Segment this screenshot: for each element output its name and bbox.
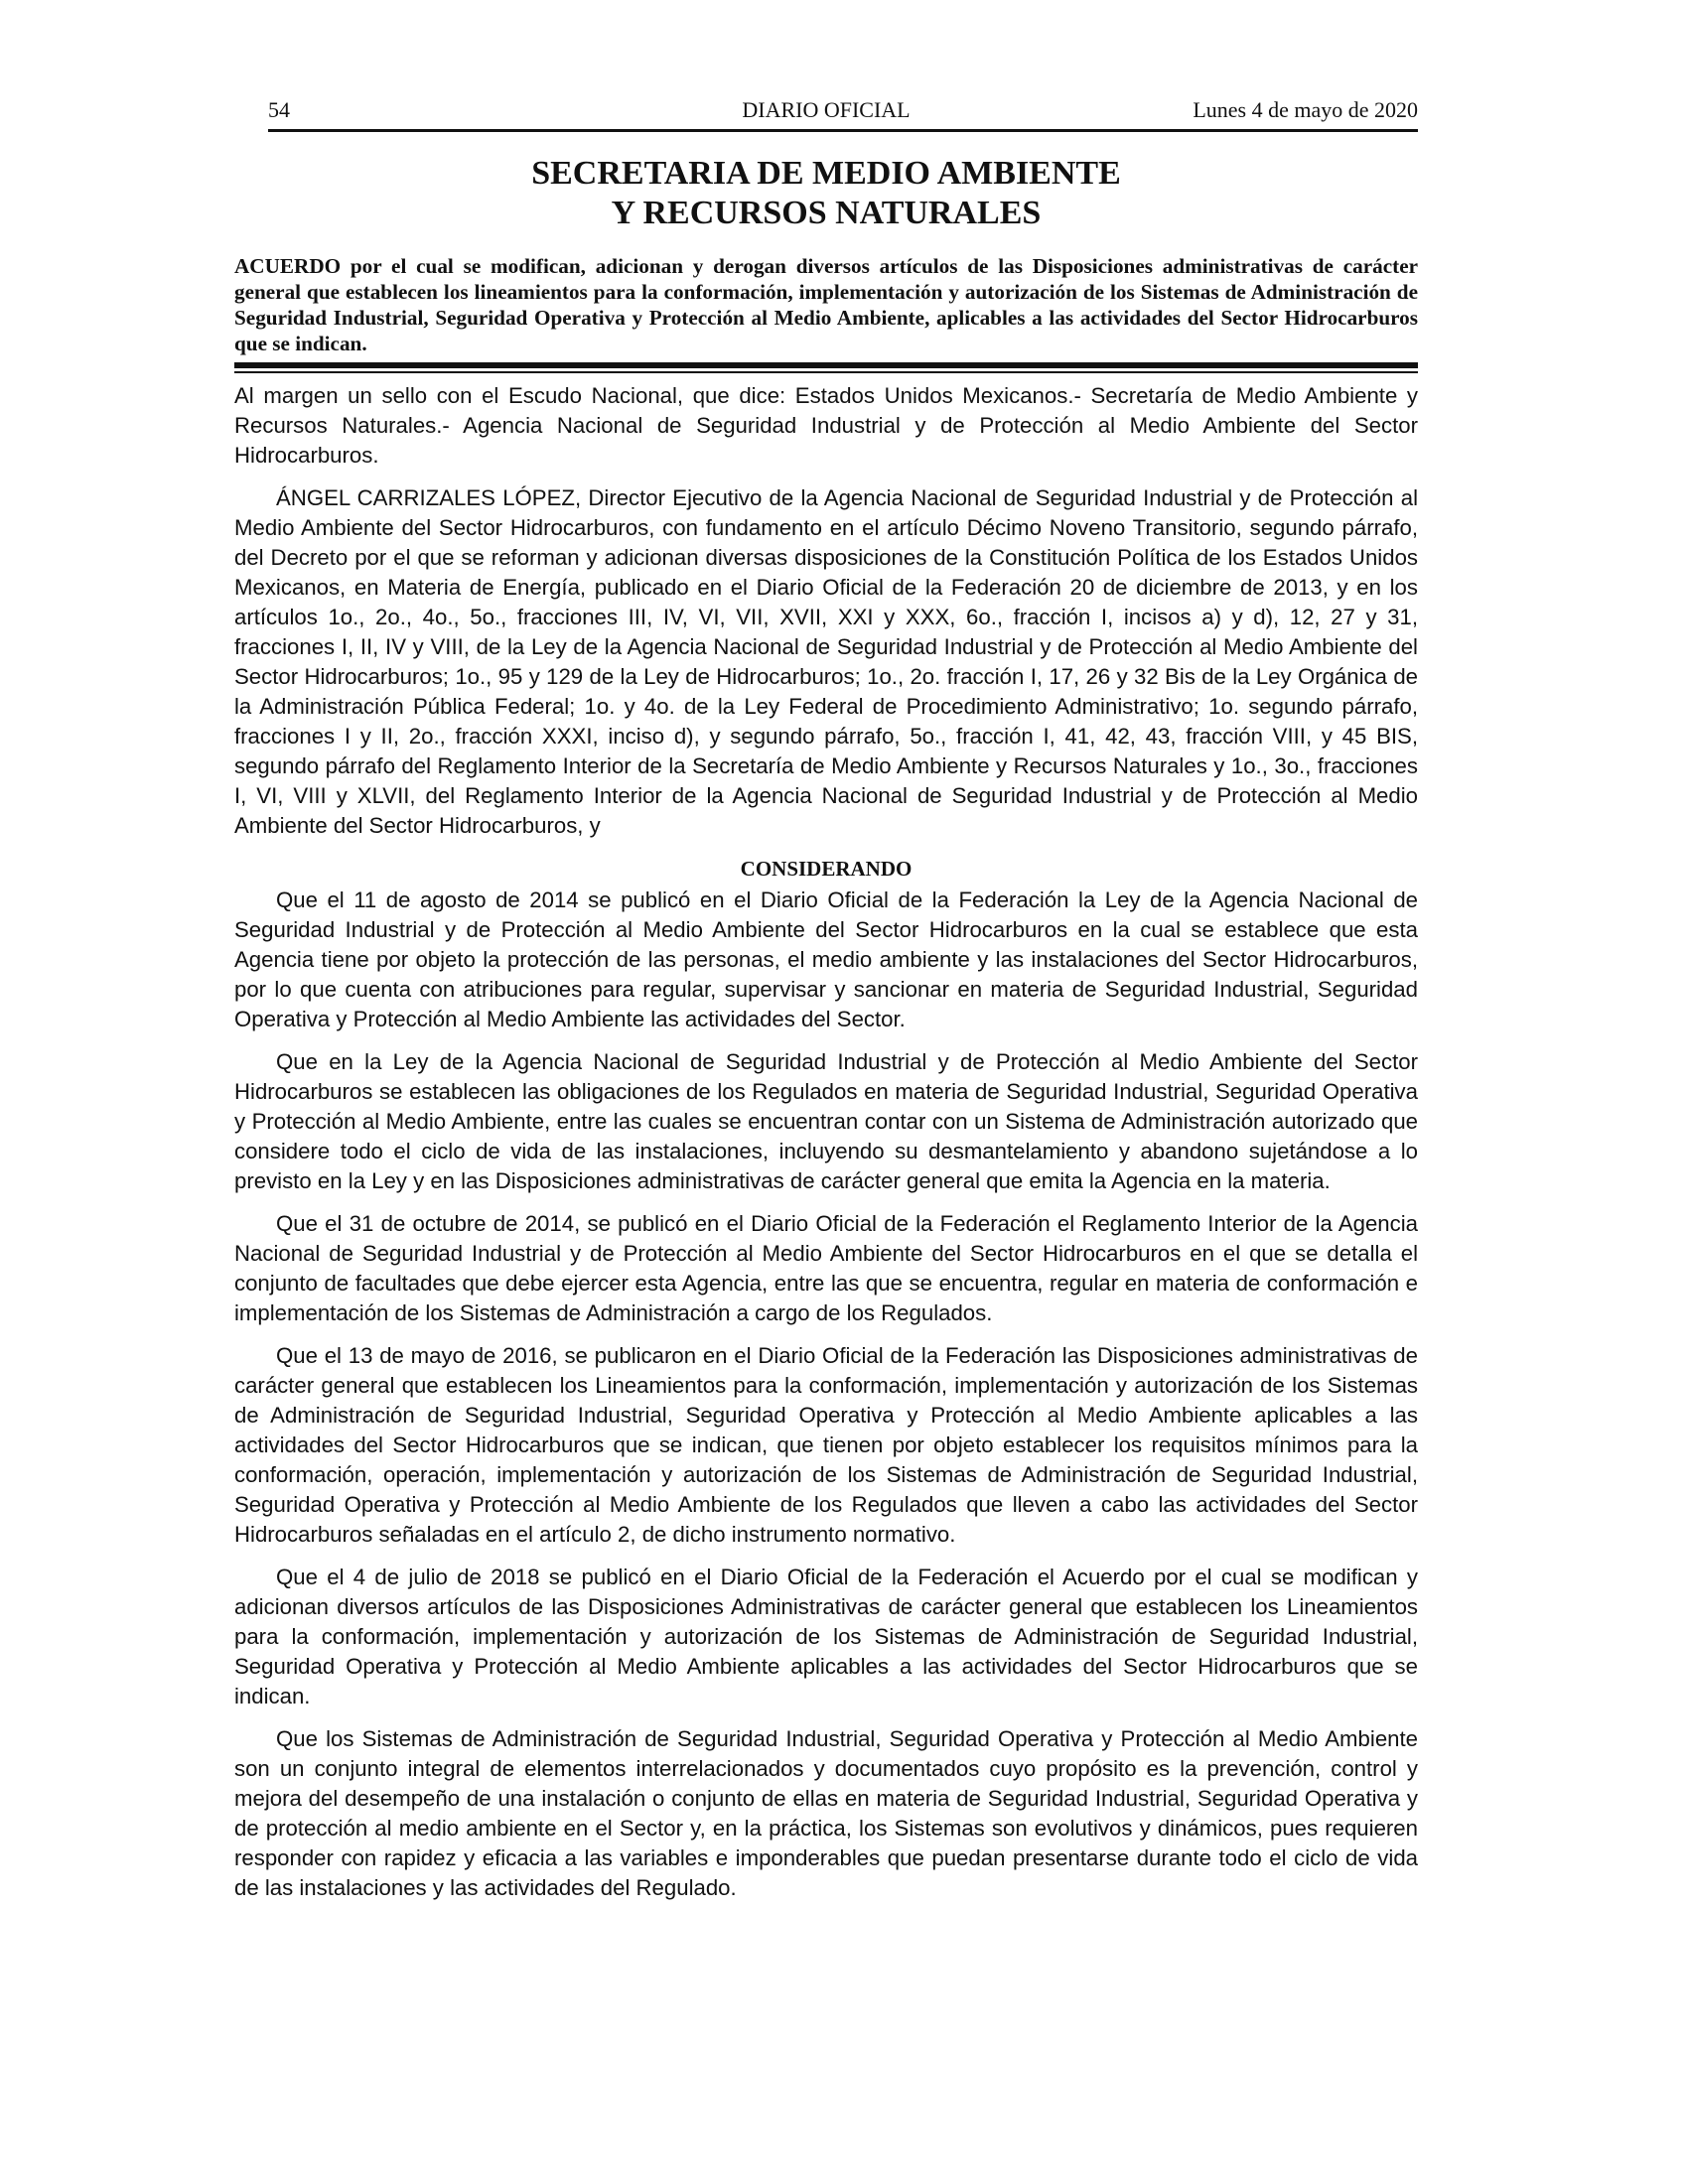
header-rule xyxy=(268,129,1418,132)
considerando-paragraph-3: Que el 31 de octubre de 2014, se publicó en el Diario Oficial de la Federación el Reglamento Interior de la Agencia Nacional de Seguridad Industrial y de Protección al Medio Ambiente del Sector Hidrocarburos en el que se detalla el conjunto de facultades que debe ejercer esta Agencia, entre las que se encuentra, regular en materia de conformación e implementación de los Sistemas de Administración a cargo de los Regulados. xyxy=(234,1211,1418,1325)
seal-note: Al margen un sello con el Escudo Nacional, que dice: Estados Unidos Mexicanos.- Secretaría de Medio Ambiente y Recursos Naturales.- Agencia Nacional de Seguridad Industrial y de Protección al Medio Ambiente del Sector Hidrocarburos. xyxy=(234,383,1418,468)
considerando-paragraph-2: Que en la Ley de la Agencia Nacional de Seguridad Industrial y de Protección al Medio Ambiente del Sector Hidrocarburos se establecen las obligaciones de los Regulados en materia de Seguridad Industrial, Seguridad Operativa y Protección al Medio Ambiente, entre las cuales se encuentran contar con un Sistema de Administración autorizado que considere todo el ciclo de vida de las instalaciones, incluyendo su desmantelamiento y abandono sujetándose a lo previsto en la Ley y en las Disposiciones administrativas de carácter general que emita la Agencia en la materia. xyxy=(234,1049,1418,1193)
considerando-paragraph-5: Que el 4 de julio de 2018 se publicó en el Diario Oficial de la Federación el Acuerdo por el cual se modifican y adicionan diversos artículos de las Disposiciones Administrativas de carácter general que establecen los Lineamientos para la conformación, implementación y autorización de los Sistemas de Administración de Seguridad Industrial, Seguridad Operativa y Protección al Medio Ambiente aplicables a las actividades del Sector Hidrocarburos que se indican. xyxy=(234,1565,1418,1708)
ministry-title-line-1: SECRETARIA DE MEDIO AMBIENTE xyxy=(531,155,1121,192)
preamble: ÁNGEL CARRIZALES LÓPEZ, Director Ejecutivo de la Agencia Nacional de Seguridad Industrial y de Protección al Medio Ambiente del Sector Hidrocarburos, con fundamento en el artículo Décimo Noveno Transitorio, segundo párrafo, del Decreto por el que se reforman y adicionan diversas disposiciones de la Constitución Política de los Estados Unidos Mexicanos, en Materia de Energía, publicado en el Diario Oficial de la Federación 20 de diciembre de 2013, y en los artículos 1o., 2o., 4o., 5o., fracciones III, IV, VI, VII, XVII, XXI y XXX, 6o., fracción I, incisos a) y d), 12, 27 y 31, fracciones I, II, IV y VIII, de la Ley de la Agencia Nacional de Seguridad Industrial y de Protección al Medio Ambiente del Sector Hidrocarburos; 1o., 95 y 129 de la Ley de Hidrocarburos; 1o., 2o. fracción I, 17, 26 y 32 Bis de la Ley Orgánica de la Administración Pública Federal; 1o. y 4o. de la Ley Federal de Procedimiento Administrativo; 1o. segundo párrafo, fracciones I y II, 2o., fracción XXXI, inciso d), y segundo párrafo, 5o., fracción I, 41, 42, 43, fracción VIII, y 45 BIS, segundo párrafo del Reglamento Interior de la Secretaría de Medio Ambiente y Recursos Naturales y 1o., 3o., fracciones I, VI, VIII y XLVII, del Reglamento Interior de la Agencia Nacional de Seguridad Industrial y de Protección al Medio Ambiente del Sector Hidrocarburos, y xyxy=(234,485,1418,838)
document-page xyxy=(234,95,1418,1916)
considerando-paragraph-6: Que los Sistemas de Administración de Seguridad Industrial, Seguridad Operativa y Protección al Medio Ambiente son un conjunto integral de elementos interrelacionados y documentados cuyo propósito es la prevención, control y mejora del desempeño de una instalación o conjunto de ellas en materia de Seguridad Industrial, Seguridad Operativa y de protección al medio ambiente en el Sector y, en la práctica, los Sistemas son evolutivos y dinámicos, pues requieren responder con rapidez y eficacia a las variables e imponderables que puedan presentarse durante todo el ciclo de vida de las instalaciones y las actividades del Regulado. xyxy=(234,1726,1418,1900)
ministry-title-line-2: Y RECURSOS NATURALES xyxy=(611,195,1042,231)
title-divider-thick xyxy=(234,362,1418,368)
ministry-title xyxy=(234,154,1418,233)
considerando-paragraph-1: Que el 11 de agosto de 2014 se publicó en el Diario Oficial de la Federación la Ley de la Agencia Nacional de Seguridad Industrial y de Protección al Medio Ambiente del Sector Hidrocarburos en la cual se establece que esta Agencia tiene por objeto la protección de las personas, el medio ambiente y las instalaciones del Sector Hidrocarburos, por lo que cuenta con atribuciones para regular, supervisar y sancionar en materia de Seguridad Industrial, Seguridad Operativa y Protección al Medio Ambiente las actividades del Sector. xyxy=(234,887,1418,1031)
issue-date: Lunes 4 de mayo de 2020 xyxy=(1193,97,1418,122)
page-number: 54 xyxy=(268,97,290,122)
section-heading: CONSIDERANDO xyxy=(740,857,913,881)
decree-title: ACUERDO por el cual se modifican, adicionan y derogan diversos artículos de las Disposiciones administrativas de carácter general que establecen los lineamientos para la conformación, implementación y autorización de los Sistemas de Administración de Seguridad Industrial, Seguridad Operativa y Protección al Medio Ambiente, aplicables a las actividades del Sector Hidrocarburos que se indican. xyxy=(234,254,1418,355)
considerando-paragraph-4: Que el 13 de mayo de 2016, se publicaron en el Diario Oficial de la Federación las Disposiciones administrativas de carácter general que establecen los Lineamientos para la conformación, implementación y autorización de los Sistemas de Administración de Seguridad Industrial, Seguridad Operativa y Protección al Medio Ambiente aplicables a las actividades del Sector Hidrocarburos que se indican, que tienen por objeto establecer los requisitos mínimos para la conformación, operación, implementación y autorización de los Sistemas de Administración de Seguridad Industrial, Seguridad Operativa y Protección al Medio Ambiente de los Regulados que lleven a cabo las actividades del Sector Hidrocarburos señaladas en el artículo 2, de dicho instrumento normativo. xyxy=(234,1343,1418,1547)
title-divider xyxy=(234,362,1418,373)
journal-name: DIARIO OFICIAL xyxy=(742,97,911,122)
title-divider-thin xyxy=(234,371,1418,373)
running-header xyxy=(234,95,1418,129)
